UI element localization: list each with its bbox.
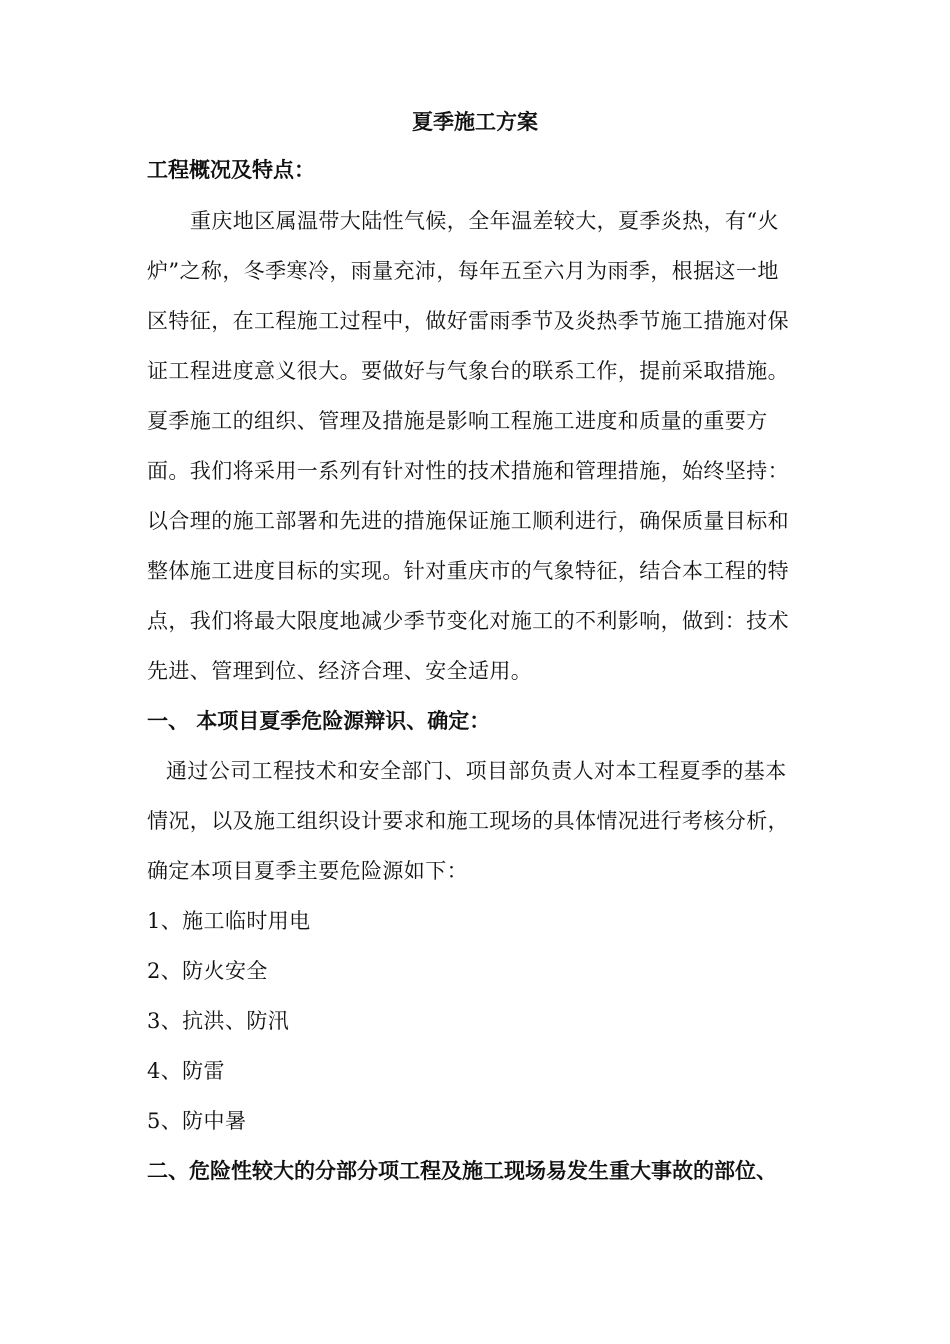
section-heading-two: 二、危险性较大的分部分项工程及施工现场易发生重大事故的部位、 [147,1158,777,1183]
paragraph-line: 通过公司工程技术和安全部门、项目部负责人对本工程夏季的基本 [166,759,787,783]
paragraph-line: 确定本项目夏季主要危险源如下： [147,859,468,883]
list-item: 5、防中暑 [147,1109,247,1133]
paragraph-line: 夏季施工的组织、管理及措施是影响工程施工进度和质量的重要方 [147,409,768,433]
paragraph-line: 区特征，在工程施工过程中，做好雷雨季节及炎热季节施工措施对保 [147,309,789,333]
paragraph-line: 先进、管理到位、经济合理、安全适用。 [147,659,533,683]
list-item: 4、防雷 [147,1059,225,1083]
list-item: 1、施工临时用电 [147,909,311,933]
paragraph-line: 整体施工进度目标的实现。针对重庆市的气象特征，结合本工程的特 [147,559,789,583]
document-title: 夏季施工方案 [412,109,538,134]
paragraph-line: 面。我们将采用一系列有针对性的技术措施和管理措施，始终坚持： [147,459,789,483]
section-heading-overview: 工程概况及特点： [147,157,315,182]
paragraph-line: 证工程进度意义很大。要做好与气象台的联系工作，提前采取措施。 [147,359,789,383]
paragraph-line: 炉”之称，冬季寒冷，雨量充沛，每年五至六月为雨季，根据这一地 [147,259,779,283]
list-item: 2、防火安全 [147,959,268,983]
list-item: 3、抗洪、防汛 [147,1009,290,1033]
paragraph-line: 重庆地区属温带大陆性气候，全年温差较大，夏季炎热，有“火 [190,209,779,233]
paragraph-line: 情况，以及施工组织设计要求和施工现场的具体情况进行考核分析， [147,809,789,833]
paragraph-line: 以合理的施工部署和先进的措施保证施工顺利进行，确保质量目标和 [147,509,789,533]
paragraph-line: 点，我们将最大限度地减少季节变化对施工的不利影响，做到：技术 [147,609,789,633]
section-heading-one: 一、 本项目夏季危险源辩识、确定： [147,708,491,733]
